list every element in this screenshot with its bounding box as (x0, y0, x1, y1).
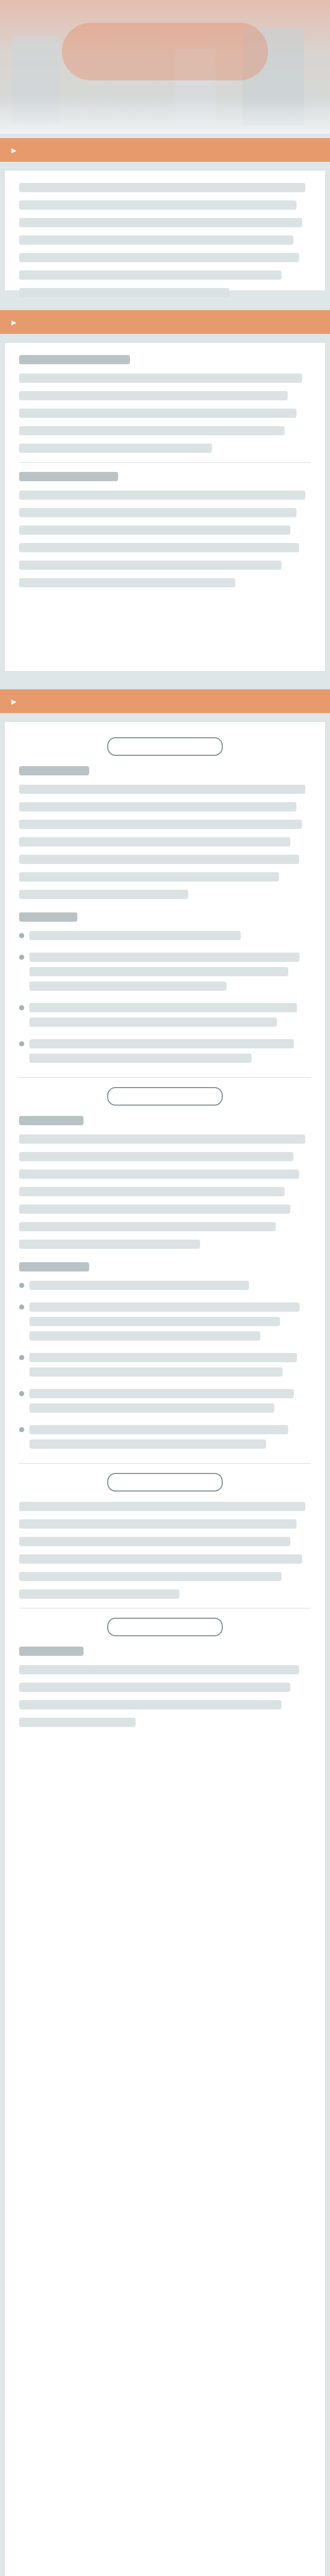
subheading-line (19, 766, 89, 775)
paragraph-line (19, 837, 290, 846)
paragraph-line (19, 490, 305, 500)
subheading-line (19, 1647, 84, 1656)
bullet-icon (19, 955, 24, 960)
paragraph-line (19, 820, 302, 829)
section-divider (19, 462, 311, 463)
subsection-pill (107, 1087, 223, 1106)
paragraph-line (19, 872, 279, 882)
list-item (19, 1003, 311, 1032)
paragraph-line (19, 1170, 299, 1179)
subheading-line (19, 1116, 84, 1125)
list-item (19, 1425, 311, 1454)
paragraph-line (19, 1572, 282, 1581)
list-item (19, 1389, 311, 1418)
paragraph-line (19, 253, 299, 262)
paragraph-line (19, 1134, 305, 1144)
bullet-icon (19, 1041, 24, 1046)
paragraph-line (19, 1700, 282, 1709)
paragraph-line (19, 508, 296, 517)
bullet-icon (19, 1391, 24, 1396)
paragraph-line (19, 1589, 179, 1599)
list-item (19, 1039, 311, 1068)
paragraph-line (19, 1205, 290, 1214)
banner-fade (0, 97, 330, 134)
bullet-icon (19, 1355, 24, 1360)
section-divider (19, 1463, 311, 1464)
content-block-3 (4, 721, 326, 2576)
paragraph-line (19, 409, 296, 418)
list-item (19, 953, 311, 996)
bullet-icon (19, 1005, 24, 1010)
paragraph-line (19, 802, 296, 811)
list-item (19, 1353, 311, 1382)
paragraph-line (19, 1683, 290, 1692)
subheading-line (19, 912, 77, 922)
paragraph-line (19, 1519, 296, 1529)
paragraph-line (19, 218, 302, 227)
paragraph-line (19, 235, 293, 245)
header-banner (0, 0, 330, 134)
section-arrow-icon: ▸ (11, 695, 17, 707)
paragraph-line (19, 890, 188, 899)
paragraph-line (19, 1554, 302, 1564)
paragraph-line (19, 270, 282, 280)
paragraph-line (19, 1152, 293, 1161)
paragraph-line (19, 1187, 285, 1196)
paragraph-line (19, 1665, 299, 1674)
bullet-icon (19, 1304, 24, 1310)
section-title-2 (0, 310, 330, 334)
subheading-line (19, 472, 118, 481)
paragraph-line (19, 1240, 200, 1249)
paragraph-line (19, 1502, 305, 1511)
list-item (19, 1281, 311, 1295)
subsection-pill (107, 1618, 223, 1636)
paragraph-line (19, 1222, 276, 1231)
content-block-2 (4, 342, 326, 672)
section-title-1 (0, 138, 330, 162)
section-divider (19, 1077, 311, 1078)
bullet-icon (19, 1427, 24, 1432)
paragraph-line (19, 855, 299, 864)
paragraph-line (19, 785, 305, 794)
list-item (19, 931, 311, 945)
bullet-icon (19, 1283, 24, 1288)
section-arrow-icon: ▸ (11, 316, 17, 328)
paragraph-line (19, 526, 290, 535)
paragraph-line (19, 561, 282, 570)
content-block-1 (4, 170, 326, 291)
paragraph-line (19, 578, 235, 587)
banner-title-plate (62, 23, 268, 80)
paragraph-line (19, 200, 296, 210)
subheading-line (19, 355, 130, 364)
section-arrow-icon: ▸ (11, 144, 17, 156)
subsection-pill (107, 737, 223, 756)
list-item (19, 1302, 311, 1346)
paragraph-line (19, 374, 302, 383)
bullet-icon (19, 933, 24, 938)
paragraph-line (19, 444, 212, 453)
paragraph-line (19, 391, 288, 400)
subsection-pill (107, 1473, 223, 1492)
subheading-line (19, 1262, 89, 1272)
paragraph-line (19, 543, 299, 552)
paragraph-line (19, 1718, 136, 1727)
paragraph-line (19, 426, 285, 435)
section-title-3 (0, 689, 330, 713)
paragraph-line (19, 183, 305, 192)
paragraph-line (19, 1537, 290, 1546)
paragraph-line (19, 288, 229, 297)
